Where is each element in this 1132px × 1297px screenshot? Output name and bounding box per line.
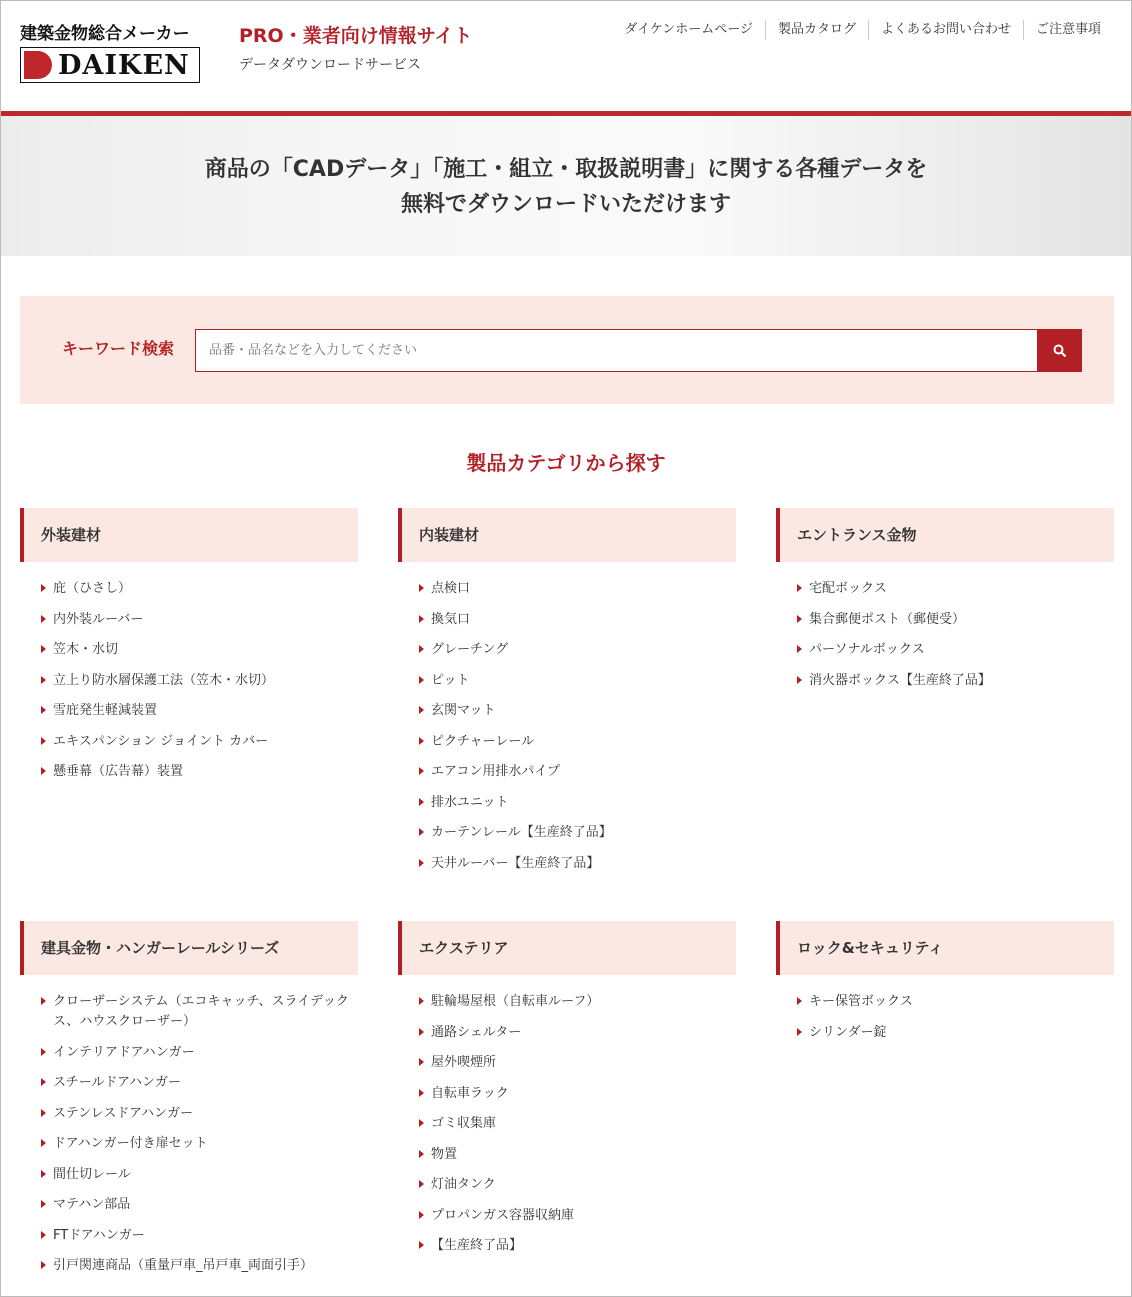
logo-d-mark-icon: [24, 51, 52, 79]
category-link[interactable]: エアコン用排水パイプ: [418, 762, 736, 782]
category-list: [776, 992, 1114, 1043]
logo-box: [20, 47, 200, 83]
hero-line-2: 無料でダウンロードいただけます: [400, 192, 731, 217]
category-link[interactable]: ドアハンガー付き扉セット: [40, 1134, 358, 1154]
search-label: キーワード検索: [62, 339, 175, 358]
category-link[interactable]: FTドアハンガー: [40, 1226, 358, 1246]
category-link[interactable]: 庇（ひさし）: [40, 579, 358, 599]
category-link[interactable]: エキスパンション ジョイント カバー: [40, 732, 358, 752]
category-link[interactable]: ゴミ収集庫: [418, 1114, 736, 1134]
category-block: [776, 508, 1114, 701]
search-button[interactable]: [1037, 329, 1082, 372]
nav-faq[interactable]: よくあるお問い合わせ: [868, 20, 1023, 40]
category-link[interactable]: 駐輪場屋根（自転車ルーフ）: [418, 992, 736, 1012]
hero-banner: [1, 116, 1131, 256]
category-link[interactable]: 【生産終了品】: [418, 1236, 736, 1256]
category-link[interactable]: 屋外喫煙所: [418, 1053, 736, 1073]
category-block: [20, 921, 358, 1287]
category-link[interactable]: 点検口: [418, 579, 736, 599]
category-link[interactable]: 物置: [418, 1145, 736, 1165]
category-link[interactable]: インテリアドアハンガー: [40, 1043, 358, 1063]
category-link[interactable]: プロパンガス容器収納庫: [418, 1206, 736, 1226]
category-link[interactable]: 換気口: [418, 610, 736, 630]
site-subtitle: データダウンロードサービス: [239, 57, 421, 73]
category-link[interactable]: 雪庇発生軽減装置: [40, 701, 358, 721]
category-link[interactable]: 引戸関連商品（重量戸車_吊戸車_両面引手）: [40, 1256, 358, 1276]
category-link[interactable]: カーテンレール【生産終了品】: [418, 823, 736, 843]
category-link[interactable]: パーソナルボックス: [796, 640, 1114, 660]
category-title[interactable]: ロック&セキュリティ: [776, 921, 1114, 975]
category-link[interactable]: ステンレスドアハンガー: [40, 1104, 358, 1124]
category-block: [20, 508, 358, 793]
category-link[interactable]: 笠木・水切: [40, 640, 358, 660]
category-list: [20, 992, 358, 1276]
top-nav: [612, 20, 1113, 40]
category-link[interactable]: 灯油タンク: [418, 1175, 736, 1195]
logo-tagline: 建築金物総合メーカー: [20, 24, 190, 44]
category-block: [776, 921, 1114, 1053]
category-link[interactable]: 排水ユニット: [418, 793, 736, 813]
category-list: [398, 992, 736, 1256]
category-link[interactable]: 消火器ボックス【生産終了品】: [796, 671, 1114, 691]
category-block: [398, 508, 736, 884]
logo-wordmark: DAIKEN: [58, 49, 190, 81]
category-title[interactable]: エントランス金物: [776, 508, 1114, 562]
category-link[interactable]: マテハン部品: [40, 1195, 358, 1215]
category-link[interactable]: 自転車ラック: [418, 1084, 736, 1104]
category-link[interactable]: 通路シェルター: [418, 1023, 736, 1043]
category-title[interactable]: 建具金物・ハンガーレールシリーズ: [20, 921, 358, 975]
category-link[interactable]: グレーチング: [418, 640, 736, 660]
category-link[interactable]: 懸垂幕（広告幕）装置: [40, 762, 358, 782]
nav-catalog[interactable]: 製品カタログ: [765, 20, 868, 40]
category-link[interactable]: 立上り防水層保護工法（笠木・水切）: [40, 671, 358, 691]
category-link[interactable]: シリンダー錠: [796, 1023, 1114, 1043]
search-icon: [1053, 344, 1067, 358]
category-title[interactable]: エクステリア: [398, 921, 736, 975]
daiken-logo[interactable]: [20, 19, 200, 83]
nav-daiken-home[interactable]: ダイケンホームページ: [624, 22, 753, 37]
category-title[interactable]: 外装建材: [20, 508, 358, 562]
category-link[interactable]: 玄関マット: [418, 701, 736, 721]
keyword-search: [20, 296, 1114, 404]
nav-notes[interactable]: ご注意事項: [1023, 20, 1113, 40]
category-link[interactable]: ピット: [418, 671, 736, 691]
category-list: [398, 579, 736, 874]
category-link[interactable]: 間仕切レール: [40, 1165, 358, 1185]
categories-heading: 製品カテゴリから探す: [466, 451, 666, 475]
category-link[interactable]: 集合郵便ポスト（郵便受）: [796, 610, 1114, 630]
category-link[interactable]: 宅配ボックス: [796, 579, 1114, 599]
search-input[interactable]: [195, 329, 1038, 372]
category-list: [20, 579, 358, 782]
category-link[interactable]: キー保管ボックス: [796, 992, 1114, 1012]
site-title: PRO・業者向け情報サイト: [239, 25, 473, 47]
category-link[interactable]: スチールドアハンガー: [40, 1073, 358, 1093]
category-link[interactable]: 天井ルーバー【生産終了品】: [418, 854, 736, 874]
category-title[interactable]: 内装建材: [398, 508, 736, 562]
category-link[interactable]: クローザーシステム（エコキャッチ、スライデックス、ハウスクローザー）: [40, 992, 358, 1032]
category-link[interactable]: 内外装ルーバー: [40, 610, 358, 630]
header: [1, 1, 1131, 111]
category-list: [776, 579, 1114, 691]
category-block: [398, 921, 736, 1267]
hero-line-1: 商品の「CADデータ」「施工・組立・取扱説明書」に関する各種データを: [204, 157, 928, 182]
category-link[interactable]: ピクチャーレール: [418, 732, 736, 752]
